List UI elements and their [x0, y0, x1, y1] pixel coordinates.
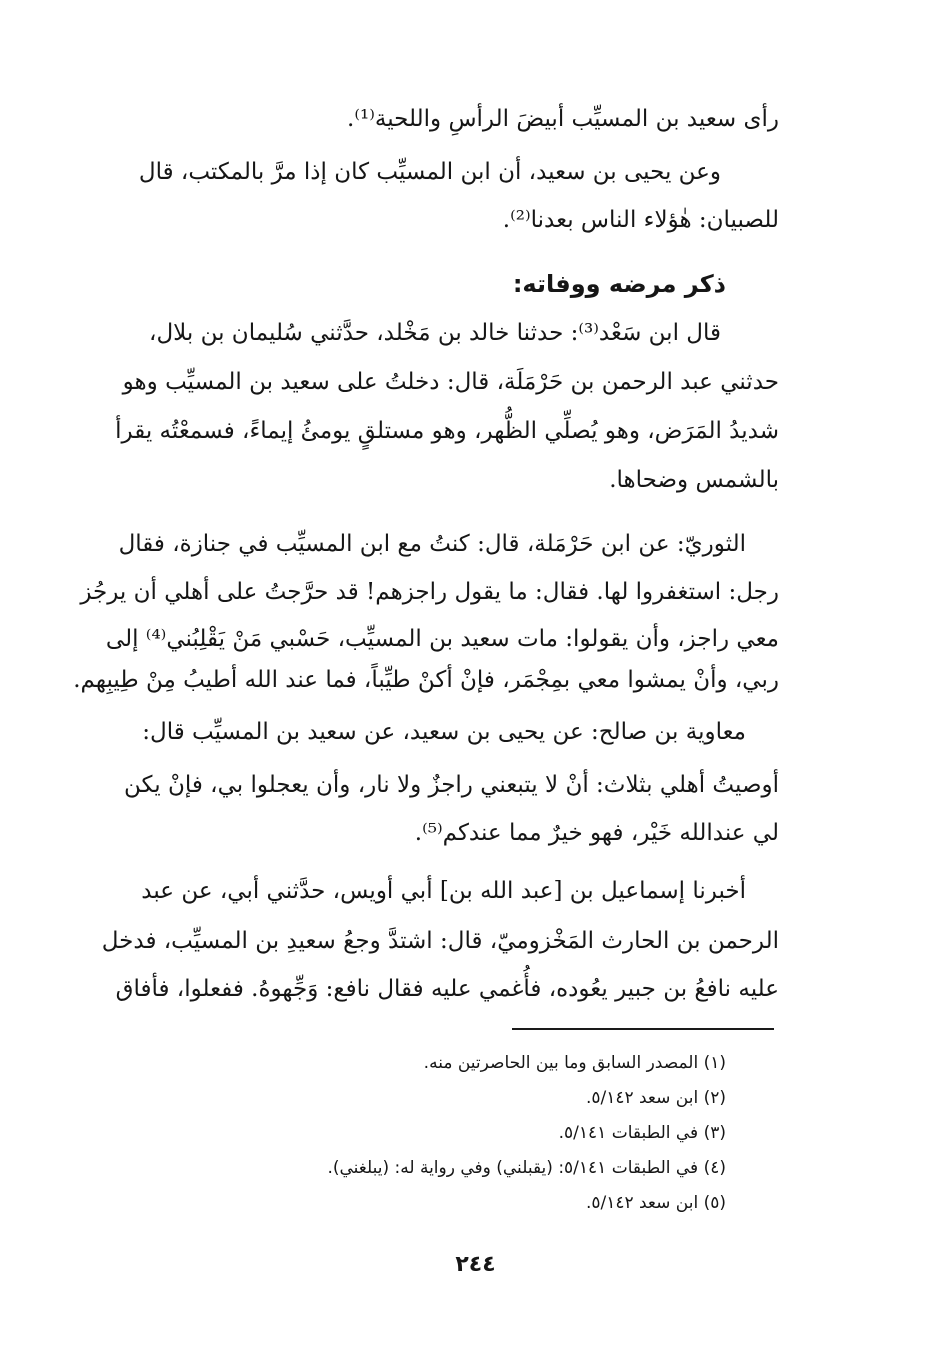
text-line: أخبرنا إسماعيل بن [عبد الله بن] أبي أويس، حدَّثني أبي، عن عبد	[141, 878, 746, 904]
text-line: وعن يحيى بن سعيد، أن ابن المسيِّب كان إذا مرَّ بالمكتب، قال	[138, 159, 721, 185]
section-heading: ذكر مرضه ووفاته:	[512, 270, 726, 298]
footnote: (١) المصدر السابق وما بين الحاصرتين منه.	[423, 1053, 726, 1073]
text-line: ربي، وأنْ يمشوا معي بمِجْمَر، فإنْ أكنْ طيِّباً، فما عند الله أطيبُ مِنْ طِيبِهم.	[73, 667, 779, 693]
text-line: معاوية بن صالح: عن يحيى بن سعيد، عن سعيد بن المسيِّب قال:	[142, 719, 746, 745]
text-line: للصبيان: هٰؤلاء الناس بعدنا⁽²⁾.	[502, 207, 779, 233]
text-line: لي عندالله خَيْر، فهو خيرٌ مما عندكم⁽⁵⁾.	[414, 820, 779, 846]
text-line: عليه نافعُ بن جبير يعُوده، فأُغمي عليه فقال نافع: وَجِّهوهُ. ففعلوا، فأفاق	[115, 976, 779, 1002]
text-line: رأى سعيد بن المسيِّب أبيضَ الرأسِ واللحية⁽¹⁾.	[347, 106, 779, 132]
footnote: (٥) ابن سعد ٥/١٤٢.	[585, 1193, 726, 1213]
footnote: (٢) ابن سعد ٥/١٤٢.	[585, 1088, 726, 1108]
text-line: الثوريّ: عن ابن حَرْمَلة، قال: كنتُ مع ابن المسيِّب في جنازة، فقال	[118, 531, 746, 557]
text-line: معي راجز، وأن يقولوا: مات سعيد بن المسيِّب، حَسْبي مَنْ يَقْلِبُني⁽⁴⁾ إلى	[105, 626, 779, 652]
text-line: حدثني عبد الرحمن بن حَرْمَلَة، قال: دخلتُ على سعيد بن المسيِّب وهو	[122, 369, 779, 395]
text-line: الرحمن بن الحارث المَخْزوميّ، قال: اشتدَّ وجعُ سعيدِ بن المسيِّب، فدخل	[101, 928, 779, 954]
footnote: (٣) في الطبقات ٥/١٤١.	[558, 1123, 726, 1143]
footnote-divider	[512, 1028, 774, 1030]
text-line: بالشمس وضحاها.	[609, 467, 779, 493]
text-line: قال ابن سَعْد⁽³⁾: حدثنا خالد بن مَخْلد، حدَّثني سُليمان بن بلال،	[149, 320, 721, 346]
page-number: ٢٤٤	[455, 1252, 496, 1277]
text-line: أوصيتُ أهلي بثلاث: أنْ لا يتبعني راجزٌ ولا نار، وأن يعجلوا بي، فإنْ يكن	[124, 772, 779, 798]
footnote: (٤) في الطبقات ٥/١٤١: (يقبلني) وفي رواية له: (يبلغني).	[327, 1158, 726, 1178]
text-line: رجل: استغفروا لها. فقال: ما يقول راجزهم! قد حرَّجتُ على أهلي أن يرجُز	[80, 579, 779, 605]
text-line: شديدُ المَرَض، وهو يُصلِّي الظُّهر، وهو مستلقٍ يومئُ إيماءً، فسمعْتُه يقرأ	[115, 418, 779, 444]
